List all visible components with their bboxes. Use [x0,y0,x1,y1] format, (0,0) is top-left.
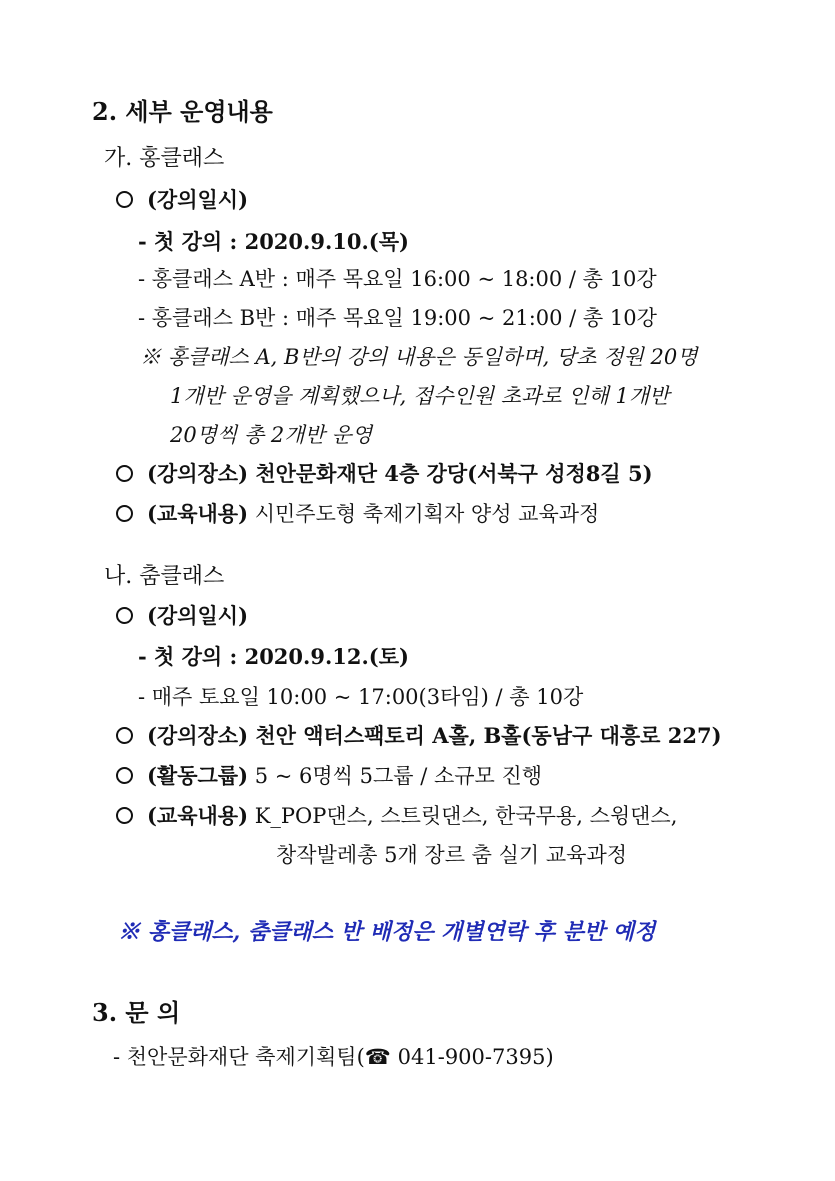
ga-first-lecture [138,228,409,256]
circle-bullet-icon [116,465,133,482]
ga-note-line1 [140,343,697,371]
circle-bullet-icon [116,607,133,624]
na-schedule: - 매주 토요일 10:00 ~ 17:00(3타임) / 총 10강 [138,685,584,709]
section-2-title: 2. 세부 운영내용 [92,97,273,126]
na-first-lecture [138,643,409,671]
circle-bullet-icon [116,727,133,744]
na-edu [116,802,677,830]
ga-edu-text: 시민주도형 축제기획자 양성 교육과정 [248,502,600,526]
na-first-label: - 첫 강의 : [138,644,245,669]
circle-bullet-icon [116,505,133,522]
na-group-text: 5 ~ 6명씩 5그룹 / 소규모 진행 [248,764,543,788]
na-group-label: (활동그룹) [147,763,249,788]
ga-first-date: 2020.9.10.(목) [244,229,409,254]
ga-place-text: (강의장소) 천안문화재단 4층 강당(서북구 성정8길 5) [147,461,653,486]
na-edu-line2: 창작발레총 5개 장르 춤 실기 교육과정 [276,843,628,867]
circle-bullet-icon [116,191,133,208]
na-heading: 나. 춤클래스 [104,564,225,589]
contact-prefix: - 천안문화재단 축제기획팀( [113,1045,365,1069]
na-place-text: (강의장소) 천안 액터스팩토리 A홀, B홀(동남구 대흥로 227) [147,723,722,748]
circle-bullet-icon [116,807,133,824]
na-place [116,722,722,750]
ga-date-heading [116,186,248,214]
na-first-date: 2020.9.12.(토) [244,644,409,669]
na-date-heading [116,602,248,630]
ga-place [116,460,653,488]
ga-class-b: - 홍클래스 B반 : 매주 목요일 19:00 ~ 21:00 / 총 10강 [138,306,657,330]
ga-note-line2: 1개반 운영을 계획했으나, 접수인원 초과로 인해 1개반 [170,384,670,408]
circle-bullet-icon [116,767,133,784]
class-assignment-notice: ※ 홍클래스, 춤클래스 반 배정은 개별연락 후 분반 예정 [118,919,656,945]
na-date-heading-text: (강의일시) [147,603,249,628]
ga-edu-label: (교육내용) [147,501,249,526]
na-edu-label: (교육내용) [147,803,249,828]
ga-note-line3: 20명씩 총 2개반 운영 [170,423,373,447]
na-group [116,762,542,790]
ga-class-a: - 홍클래스 A반 : 매주 목요일 16:00 ~ 18:00 / 총 10강 [138,267,657,291]
ga-note-line1-text: 홍클래스 A, B반의 강의 내용은 동일하며, 당초 정원 20명 [167,345,698,369]
reference-mark-icon: ※ [140,345,161,369]
ga-edu [116,500,599,528]
contact-phone: 041-900-7395) [390,1045,554,1069]
ga-first-label: - 첫 강의 : [138,229,245,254]
na-edu-text: K_POP댄스, 스트릿댄스, 한국무용, 스윙댄스, [248,804,678,828]
ga-date-heading-text: (강의일시) [147,187,249,212]
section-3-title: 3. 문 의 [92,998,181,1027]
contact-line [113,1043,554,1071]
phone-icon: ☎ [364,1045,391,1069]
ga-heading: 가. 홍클래스 [104,146,225,171]
